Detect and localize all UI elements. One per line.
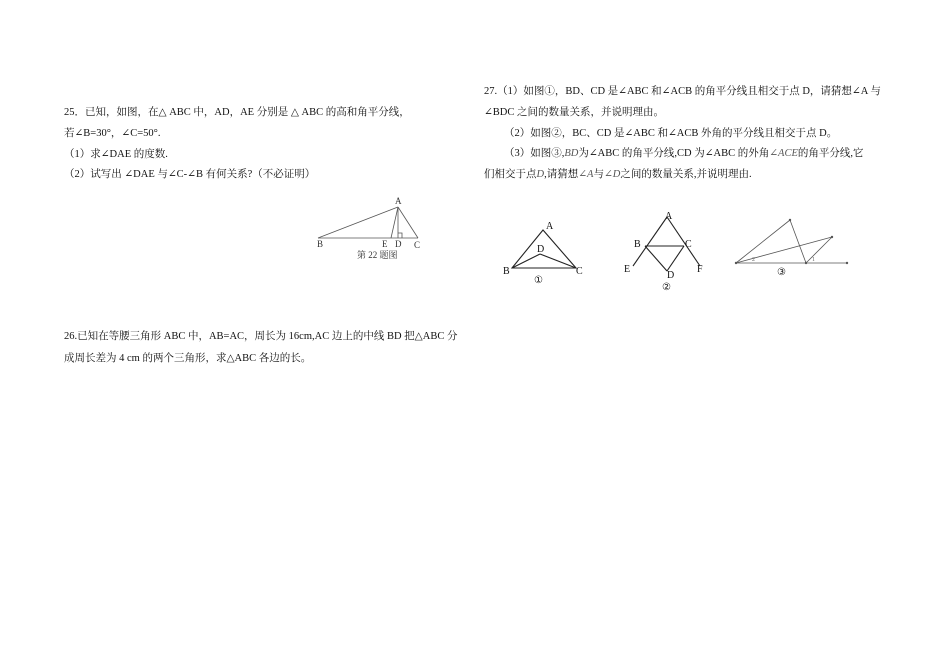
fig3-mark-1: 1 <box>812 257 815 263</box>
q27-line5-a: 们相交于点 <box>484 169 537 180</box>
q27-line4-a: （3）如图③, <box>504 148 565 159</box>
q25-line1: 25．已知，如图，在△ ABC 中，AD，AE 分别是 △ ABC 的高和角平分线， <box>64 107 410 118</box>
q27-line5-angle-d: ∠D <box>603 169 621 180</box>
fig1-label-C: C <box>576 266 583 277</box>
fig1-label-B: B <box>503 266 510 277</box>
q25-line2: 若∠B=30°，∠C=50°. <box>64 128 161 139</box>
q27-line5-c: ,请猜想 <box>544 169 579 180</box>
q25-label-B: B <box>317 239 324 249</box>
fig1-label-A: A <box>546 221 554 232</box>
fig2-label-E: E <box>624 264 631 275</box>
q25-label-E: E <box>382 239 388 249</box>
q25-line4: （2）试写出 ∠DAE 与∠C-∠B 有何关系?（不必证明） <box>64 169 316 180</box>
fig2-label-B: B <box>634 239 641 250</box>
q27-line2: ∠BDC 之间的数量关系，并说明理由。 <box>484 107 665 118</box>
q27-line5-e: 与 <box>593 169 604 180</box>
q25-label-A: A <box>395 196 402 206</box>
q25-label-C: C <box>414 240 421 250</box>
q27-line5-angle-a: ∠A <box>578 169 594 180</box>
q27-line4-ace: ∠ACE <box>769 148 798 159</box>
q25-line3: （1）求∠DAE 的度数. <box>64 149 168 160</box>
q27-line4-e: 的角平分线,它 <box>797 148 864 159</box>
q27-line4-c: 为∠ABC 的角平分线,CD 为∠ABC 的外角 <box>578 148 770 159</box>
q27-line5-g: 之间的数量关系,并说明理由. <box>620 169 752 180</box>
q27-line3: （2）如图②，BC、CD 是∠ABC 和∠ACB 外角的平分线且相交于点 D。 <box>504 128 838 139</box>
fig2-label-F: F <box>697 264 703 275</box>
fig2-label-C: C <box>685 239 692 250</box>
fig3-mark-2: 2 <box>752 257 755 263</box>
q27-line1: 27.（1）如图①，BD、CD 是∠ABC 和∠ACB 的角平分线且相交于点 D，请猜想∠A 与 <box>484 86 881 97</box>
fig1-label-D: D <box>537 244 545 255</box>
fig2-number: ② <box>662 282 671 293</box>
q25-caption: 第 22 题图 <box>357 250 398 260</box>
q25-label-D: D <box>395 239 402 249</box>
q27-line4-bd: BD <box>564 148 579 159</box>
q27-line5-d: D <box>536 169 545 180</box>
q26-line2: 成周长差为 4 cm 的两个三角形，求△ABC 各边的长。 <box>64 353 312 364</box>
q26-line1: 26.已知在等腰三角形 ABC 中，AB=AC，周长为 16cm,AC 边上的中线 BD 把△ABC 分 <box>64 331 458 342</box>
fig2-label-A: A <box>665 211 673 222</box>
fig2-label-D: D <box>667 270 675 281</box>
fig3-number: ③ <box>777 267 786 278</box>
fig1-number: ① <box>534 275 543 286</box>
